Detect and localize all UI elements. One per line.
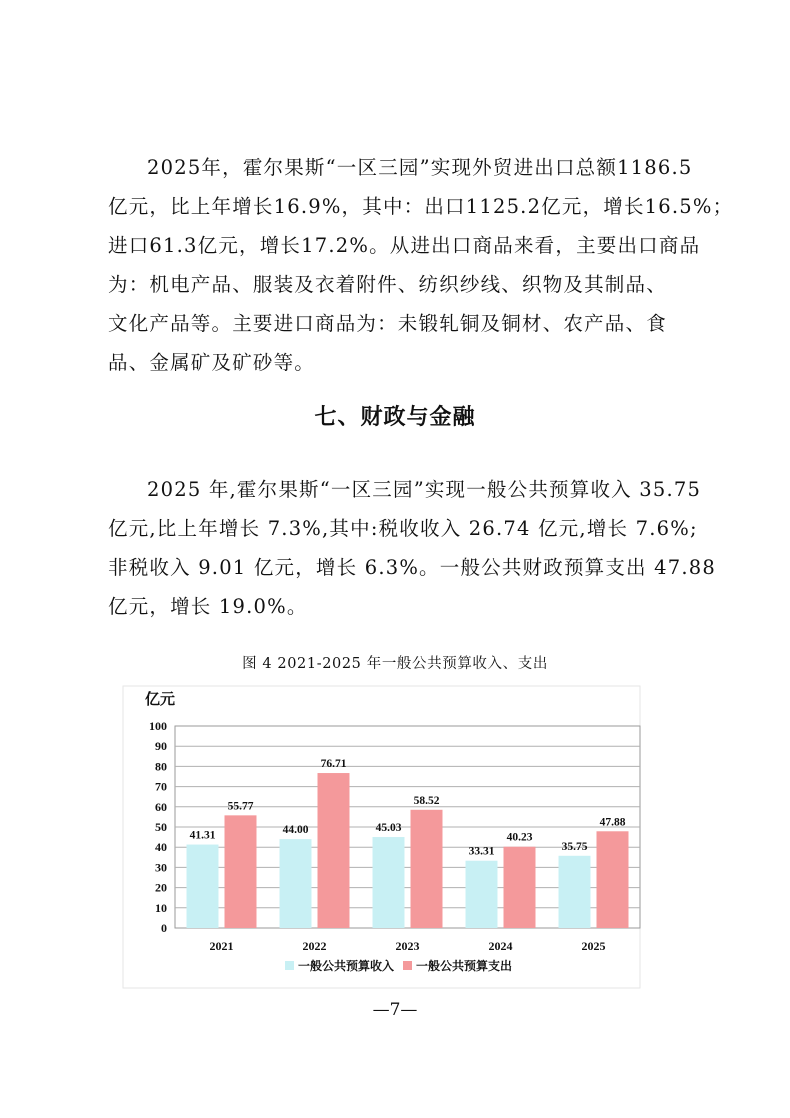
data-label: 41.31 [189,829,216,842]
bar-revenue [559,856,591,928]
bar-revenue [280,839,312,928]
bar-expenditure [597,831,629,928]
bar-expenditure [411,810,443,928]
data-label: 58.52 [413,794,440,807]
paragraph-line: 品、金属矿及矿砂等。 [108,351,316,374]
data-label: 45.03 [375,822,402,835]
legend-label: 一般公共预算收入 [298,959,395,973]
section-heading: 七、财政与金融 [314,405,476,430]
paragraph-line: 2025 年,霍尔果斯“一区三园”实现一般公共预算收入 35.75 [147,478,702,501]
paragraph-line: 文化产品等。主要进口商品为：未锻轧铜及铜材、农产品、食 [108,312,667,335]
legend-swatch [403,961,412,970]
data-label: 40.23 [506,831,533,844]
bar-revenue [373,837,405,928]
paragraph-line: 亿元，增长 19.0%。 [108,595,308,618]
paragraph-finance [108,470,716,626]
paragraph-line: 进口61.3亿元，增长17.2%。从进出口商品来看，主要出口商品 [108,234,701,257]
data-label: 44.00 [282,824,309,837]
bar-expenditure [504,847,536,928]
x-tick-label: 2022 [302,939,327,953]
paragraph-line: 为：机电产品、服装及衣着附件、纺织纱线、织物及其制品、 [108,273,667,296]
y-tick-label: 10 [155,900,167,915]
data-label: 47.88 [599,816,626,829]
y-tick-label: 40 [155,840,167,855]
y-axis-label: 亿元 [145,692,176,708]
bar-expenditure [318,773,350,928]
data-label: 35.75 [561,840,588,853]
data-label: 76.71 [320,758,347,771]
bar-expenditure [225,815,257,928]
paragraph-line: 2025年，霍尔果斯“一区三园”实现外贸进出口总额1186.5 [147,156,693,179]
figure-title: 图 4 2021-2025 年一般公共预算收入、支出 [242,656,548,672]
page-number: —7— [372,1000,418,1020]
x-tick-label: 2021 [209,939,234,953]
y-tick-label: 70 [155,779,167,794]
y-tick-label: 100 [149,719,167,733]
y-tick-label: 80 [155,759,167,774]
bar-revenue [187,845,219,928]
data-label: 55.77 [227,800,254,813]
y-tick-label: 0 [161,921,167,935]
y-tick-label: 50 [155,820,167,834]
y-tick-label: 60 [155,799,167,814]
legend-label: 一般公共预算支出 [416,959,513,973]
y-tick-label: 20 [155,880,167,895]
data-label: 33.31 [468,845,495,858]
paragraph-line: 亿元,比上年增长 7.3%,其中:税收收入 26.74 亿元,增长 7.6%; [108,517,698,540]
paragraph-line: 亿元，比上年增长16.9%，其中：出口1125.2亿元，增长16.5%； [108,195,734,218]
budget-chart [110,680,650,995]
bar-chart-svg [110,680,650,995]
x-tick-label: 2023 [395,939,420,953]
bar-revenue [466,861,498,928]
paragraph-foreign-trade [108,148,734,382]
x-tick-label: 2024 [488,939,513,953]
legend-swatch [285,961,294,970]
y-tick-label: 30 [155,860,167,875]
x-tick-label: 2025 [581,939,606,953]
y-tick-label: 90 [155,739,167,754]
paragraph-line: 非税收入 9.01 亿元，增长 6.3%。一般公共财政预算支出 47.88 [108,556,716,579]
